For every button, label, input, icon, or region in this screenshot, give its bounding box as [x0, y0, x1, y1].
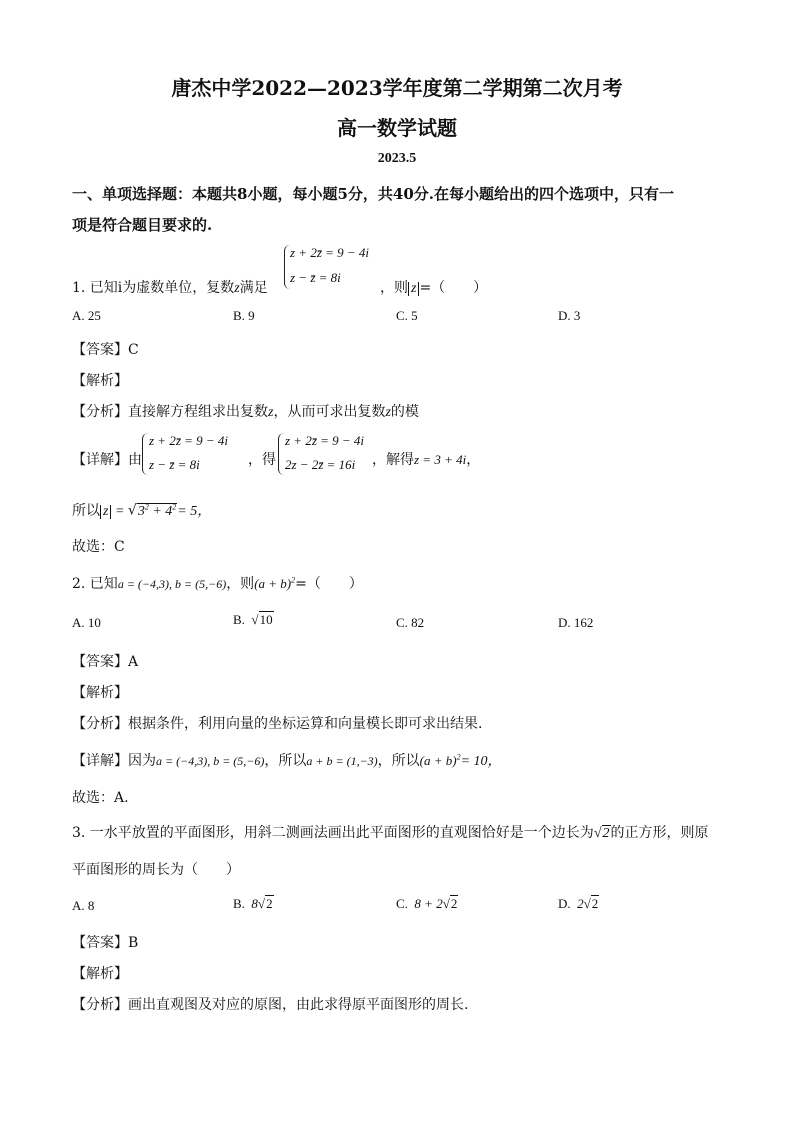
- q1-fenxi-var2: z: [385, 405, 391, 420]
- q2-detail-d: = 10，: [460, 754, 502, 769]
- q1-suoyi: 所以: [72, 503, 100, 519]
- q2-stem-b: ，则: [226, 576, 255, 592]
- q1-option-b: B. 9: [233, 308, 255, 323]
- q2-option-b-sqrt: √10: [251, 612, 273, 627]
- q3-line1-a: 3. 一水平放置的平面图形，用斜二测画法画出此平面图形的直观图恰好是一个边长为: [72, 825, 594, 841]
- q1-detail-sys2-row2: 2z − 2z̄ = 16i: [285, 457, 356, 472]
- q1-detail-label: 【详解】由: [72, 452, 142, 468]
- q3-option-d-sqrt: √2: [583, 896, 599, 911]
- q1-detail-brace1: [142, 433, 149, 475]
- q2-detail-c: ，所以: [377, 753, 420, 769]
- q1-detail-result: z = 3 + 4i: [414, 452, 467, 467]
- q1-fenxi-b: ，从而可求出复数: [273, 404, 386, 420]
- q1-system-row2: z − z̄ = 8i: [290, 270, 341, 285]
- q2-answer: 【答案】A: [72, 654, 139, 670]
- q2-jiexi: 【解析】: [72, 685, 128, 701]
- q2-option-b-label: B.: [233, 612, 245, 627]
- q1-detail-de: ，得: [248, 452, 276, 468]
- q3-option-c-sqrt: √2: [442, 896, 458, 911]
- q2-detail: [72, 750, 502, 770]
- exam-title: 唐杰中学2022—2023学年度第二学期第二次月考: [171, 76, 623, 100]
- q3-option-b-sqrt: √2: [257, 896, 273, 911]
- q3-option-c-label: C.: [396, 896, 408, 911]
- q3-line1-sqrt: √2: [593, 826, 610, 841]
- q1-var-z: z: [234, 281, 240, 296]
- section-heading-line2: 项是符合题目要求的.: [72, 216, 213, 234]
- q2-option-c: C. 82: [396, 615, 425, 630]
- q1-jiexi: 【解析】: [72, 373, 128, 389]
- q1-detail-solve: [372, 449, 480, 469]
- q3-option-b-coef: 8: [251, 896, 258, 911]
- section-heading-line1: 一、单项选择题：本题共8小题，每小题5分，共40分.在每小题给出的四个选项中，只有一: [72, 185, 674, 203]
- q2-analysis: 【分析】根据条件，利用向量的坐标运算和向量模长即可求出结果.: [72, 716, 483, 732]
- q2-detail-vec: a = (−4,3), b = (5,−6): [156, 754, 265, 768]
- q2-option-a: A. 10: [72, 615, 101, 630]
- q3-option-c: [396, 896, 458, 912]
- q3-option-a: A. 8: [72, 898, 95, 913]
- q1-stem-tail: [380, 277, 487, 297]
- q1-stem: [72, 277, 268, 297]
- q1-fenxi-a: 【分析】直接解方程组求出复数: [72, 404, 268, 420]
- q1-fenxi-c: 的模: [390, 404, 419, 420]
- q1-modulus-z: z: [100, 505, 111, 519]
- q1-option-a: A. 25: [72, 308, 101, 323]
- q1-fenxi-var1: z: [268, 405, 274, 420]
- q3-option-d: [558, 896, 599, 912]
- q3-stem-line2: 平面图形的周长为（ ）: [72, 862, 240, 878]
- q1-system-row1: z + 2z̄ = 9 − 4i: [290, 245, 370, 260]
- q3-option-d-coef: 2: [577, 896, 584, 911]
- q1-detail-sys2-row1: z + 2z̄ = 9 − 4i: [285, 433, 365, 448]
- q2-detail-a: 【详解】因为: [72, 753, 156, 769]
- exam-subtitle: 高一数学试题: [337, 116, 457, 140]
- q1-stem-d: =（ ）: [419, 280, 488, 296]
- q3-jiexi: 【解析】: [72, 966, 128, 982]
- q2-detail-b: ，所以: [264, 753, 307, 769]
- q1-stem-c: ，则: [380, 280, 408, 296]
- q3-answer: 【答案】B: [72, 935, 139, 951]
- q2-option-d: D. 162: [558, 615, 594, 630]
- q1-abs-z: z: [408, 282, 419, 296]
- q1-analysis: [72, 401, 419, 421]
- q3-option-c-coef: 8 + 2: [414, 896, 443, 911]
- q3-analysis: 【分析】画出直观图及对应的原图，由此求得原平面图形的周长.: [72, 997, 469, 1013]
- q3-line1-b: 的正方形，则原: [610, 825, 709, 841]
- q1-detail-end: ，: [466, 452, 481, 468]
- q1-suoyi-expr: = 5，: [177, 504, 212, 519]
- q3-option-b-label: B.: [233, 896, 245, 911]
- q2-stem-a: 2. 已知: [72, 576, 118, 592]
- q1-detail-solve-text: ，解得: [372, 452, 414, 468]
- q3-option-d-label: D.: [558, 896, 571, 911]
- q1-detail-sys1-row2: z − z̄ = 8i: [149, 457, 200, 472]
- q2-vectors: a = (−4,3), b = (5,−6): [117, 577, 227, 591]
- q3-option-b: [233, 896, 274, 912]
- q2-expr: $(a + b)^2$: [254, 575, 296, 591]
- q1-option-c: C. 5: [396, 308, 418, 323]
- q1-detail-sys1-row1: z + 2z̄ = 9 − 4i: [149, 433, 229, 448]
- q2-stem: [72, 573, 363, 593]
- q1-choice: 故选：C: [72, 539, 125, 555]
- q1-detail-brace2: [278, 433, 285, 475]
- q1-stem-a: 1. 已知i为虚数单位，复数: [72, 280, 235, 296]
- q1-modulus: [72, 500, 211, 520]
- q2-stem-c: =（ ）: [295, 576, 363, 592]
- q2-choice: 故选：A.: [72, 790, 129, 806]
- q1-option-d: D. 3: [558, 308, 581, 323]
- q2-detail-sum: a + b = (1,−3): [306, 754, 378, 768]
- q1-stem-b: 满足: [239, 280, 268, 296]
- q1-answer: 【答案】C: [72, 342, 139, 358]
- q1-modulus-eq: =: [111, 504, 128, 519]
- q3-stem-line1: [72, 822, 709, 842]
- exam-date: 2023.5: [377, 151, 417, 166]
- q2-option-b: [233, 612, 274, 628]
- q2-detail-expr: $(a + b)^2$: [419, 752, 461, 768]
- q1-sqrt: $√3^2 + 4^2$: [127, 502, 177, 519]
